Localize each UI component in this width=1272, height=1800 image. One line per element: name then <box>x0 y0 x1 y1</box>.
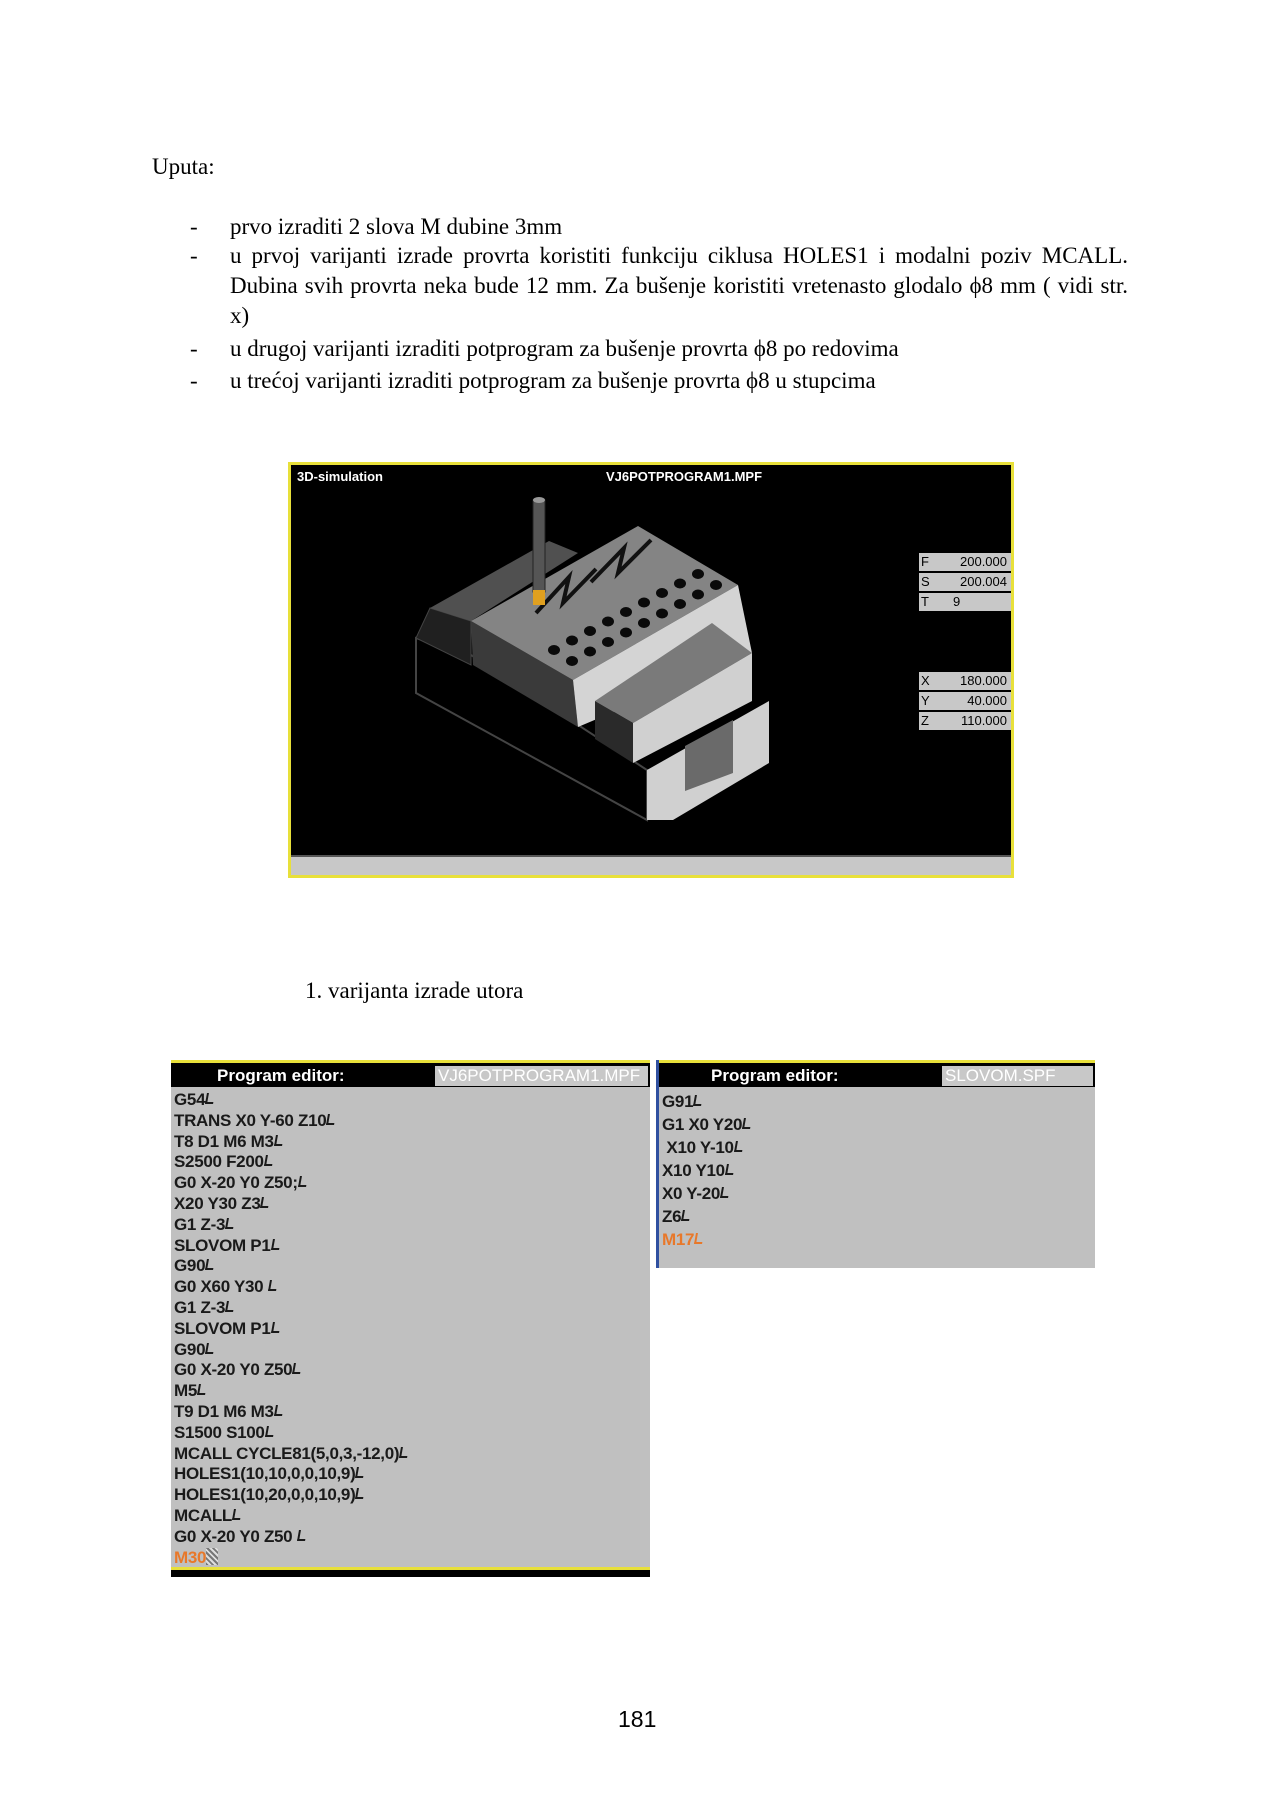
line-feed-icon <box>225 1218 235 1229</box>
readout-value: 110.000 <box>960 713 1007 728</box>
code-line-text: MCALL <box>174 1506 232 1525</box>
bullet-item <box>190 334 1128 364</box>
code-line-text: X0 Y-20 <box>662 1184 721 1203</box>
code-line-text: G1 Z-3 <box>174 1298 226 1317</box>
code-line[interactable] <box>174 1256 214 1276</box>
code-line[interactable] <box>174 1485 364 1505</box>
line-feed-icon <box>734 1141 744 1152</box>
code-line[interactable] <box>174 1194 269 1214</box>
line-feed-icon <box>225 1301 235 1312</box>
code-line[interactable] <box>174 1444 408 1464</box>
drilled-hole <box>620 628 632 638</box>
line-feed-icon <box>725 1164 735 1175</box>
line-feed-icon <box>274 1405 284 1416</box>
readout-key: Z <box>921 713 929 728</box>
readout-z <box>919 710 1011 730</box>
code-line-text: G90 <box>174 1256 206 1276</box>
code-line[interactable] <box>174 1090 214 1110</box>
bullet-text: prvo izraditi 2 slova M dubine 3mm <box>230 214 563 239</box>
code-line-text: G0 X-20 Y0 Z50; <box>174 1173 298 1193</box>
readout-value: 200.004 <box>960 574 1007 589</box>
line-feed-icon <box>298 1176 308 1187</box>
drilled-hole <box>566 636 578 646</box>
line-feed-icon <box>694 1233 704 1244</box>
editor-file-name: VJ6POTPROGRAM1.MPF <box>435 1066 648 1086</box>
tool-tip <box>533 590 545 605</box>
line-feed-icon <box>326 1114 336 1125</box>
line-feed-icon <box>274 1135 284 1146</box>
bullet-text: u prvoj varijanti izrade provrta koristiti funkciju ciklusa HOLES1 i modalni poziv MCALL. Dubina svih provrta neka bude 12 mm. Za bušenje koristiti vretenasto glodalo ϕ8 mm ( vidi str. x) <box>230 243 1128 328</box>
code-line[interactable] <box>174 1360 301 1380</box>
line-feed-icon <box>205 1093 215 1104</box>
readout-value: 200.000 <box>960 554 1007 569</box>
code-line[interactable] <box>174 1111 335 1131</box>
tool-top <box>533 497 545 503</box>
code-line-text: G0 X-20 Y0 Z50 <box>174 1360 293 1380</box>
code-line-text: G0 X-20 Y0 Z50 <box>174 1526 297 1546</box>
program-editor-sub[interactable] <box>656 1060 1095 1268</box>
bullet-text: u drugoj varijanti izraditi potprogram za bušenje provrta ϕ8 po redovima <box>230 336 899 361</box>
line-feed-icon <box>197 1384 207 1395</box>
editor-header <box>171 1060 650 1087</box>
code-line[interactable] <box>174 1464 364 1484</box>
tool-shank <box>533 500 545 592</box>
page-number: 181 <box>618 1706 657 1732</box>
code-line-text: TRANS X0 Y-60 Z10 <box>174 1110 327 1130</box>
code-line-text: X10 Y10 <box>662 1161 725 1180</box>
code-line-last[interactable] <box>174 1548 218 1568</box>
code-line[interactable] <box>662 1184 729 1204</box>
line-feed-icon <box>271 1322 281 1333</box>
code-line[interactable] <box>174 1132 283 1152</box>
code-line[interactable] <box>174 1277 277 1297</box>
line-feed-icon <box>265 1426 275 1437</box>
code-line-text: G54 <box>174 1090 206 1109</box>
code-line[interactable] <box>174 1381 206 1401</box>
code-line-text: T9 D1 M6 M3 <box>174 1402 274 1421</box>
bullet-dash: - <box>190 214 198 239</box>
readout-key: T <box>921 594 929 609</box>
code-line-text: S2500 F200 <box>174 1152 264 1172</box>
line-feed-icon <box>297 1530 307 1541</box>
code-line-text: T8 D1 M6 M3 <box>174 1131 274 1151</box>
vise-workpiece-render <box>291 465 1011 875</box>
readout-speed <box>919 571 1011 591</box>
readout-feed <box>919 551 1011 571</box>
drilled-hole <box>620 607 632 617</box>
bullet-text: u trećoj varijanti izraditi potprogram za bušenje provrta ϕ8 u stupcima <box>230 368 876 393</box>
drilled-hole <box>602 637 614 647</box>
code-line-text: G91 <box>662 1092 694 1111</box>
bullet-dash: - <box>190 243 198 268</box>
editor-label: Program editor: <box>711 1066 839 1085</box>
readout-value: 9 <box>953 594 961 609</box>
code-line[interactable] <box>174 1527 306 1547</box>
editor-label: Program editor: <box>217 1066 345 1085</box>
code-line-text: SLOVOM P1 <box>174 1235 271 1255</box>
drilled-hole <box>710 580 722 590</box>
drilled-hole <box>692 569 704 579</box>
line-feed-icon <box>693 1095 703 1106</box>
code-line[interactable] <box>174 1423 274 1443</box>
code-line-text: G1 Z-3 <box>174 1214 226 1234</box>
line-feed-icon <box>355 1467 365 1478</box>
code-line-text: HOLES1(10,20,0,0,10,9) <box>174 1485 356 1505</box>
code-line[interactable] <box>174 1506 241 1526</box>
line-feed-icon <box>720 1187 730 1198</box>
editor-file-name: SLOVOM.SPF <box>942 1066 1093 1086</box>
readout-key: F <box>921 554 929 569</box>
code-line[interactable] <box>662 1207 690 1227</box>
readout-x <box>919 670 1011 690</box>
editor-header <box>659 1060 1095 1087</box>
code-line-text: Z6 <box>662 1207 682 1226</box>
code-line[interactable] <box>662 1138 743 1158</box>
simulation-title: 3D-simulation <box>297 469 383 484</box>
code-line[interactable] <box>662 1161 734 1181</box>
editor-bottom-border <box>171 1567 650 1570</box>
code-line-text: SLOVOM P1 <box>174 1318 271 1338</box>
line-feed-icon <box>205 1259 215 1270</box>
line-feed-icon <box>205 1343 215 1354</box>
code-line-last[interactable] <box>662 1230 703 1250</box>
drilled-hole <box>674 579 686 589</box>
code-line[interactable] <box>174 1215 234 1235</box>
code-line-text: S1500 S100 <box>174 1422 265 1442</box>
drilled-hole <box>638 598 650 608</box>
drilled-hole <box>548 645 560 655</box>
code-line-text: MCALL CYCLE81(5,0,3,-12,0) <box>174 1443 400 1463</box>
code-line-text: HOLES1(10,10,0,0,10,9) <box>174 1464 356 1484</box>
code-line[interactable] <box>174 1319 280 1339</box>
simulation-window <box>288 462 1014 878</box>
code-line[interactable] <box>174 1298 234 1318</box>
bullet-dash: - <box>190 368 198 393</box>
drilled-hole <box>674 599 686 609</box>
program-editor-main[interactable] <box>171 1060 650 1577</box>
readout-key: X <box>921 673 930 688</box>
code-line-text: G1 X0 Y20 <box>662 1115 743 1134</box>
readout-key: S <box>921 574 930 589</box>
code-line-text: X20 Y30 Z3 <box>174 1194 261 1213</box>
code-line[interactable] <box>174 1340 214 1360</box>
line-feed-icon <box>264 1155 274 1166</box>
drilled-hole <box>692 590 704 600</box>
instructions-heading: Uputa: <box>152 154 215 179</box>
drilled-hole <box>656 588 668 598</box>
code-line-text: G0 X60 Y30 <box>174 1277 268 1297</box>
simulation-file: VJ6POTPROGRAM1.MPF <box>606 469 763 484</box>
line-feed-icon <box>399 1447 409 1458</box>
code-line-text: X10 Y-10 <box>662 1138 734 1157</box>
readout-key: Y <box>921 693 930 708</box>
line-feed-icon <box>271 1239 281 1250</box>
drilled-hole <box>584 647 596 657</box>
code-line[interactable] <box>174 1173 307 1193</box>
code-line[interactable] <box>174 1236 280 1256</box>
code-line-text: M30 <box>174 1547 207 1567</box>
readout-value: 180.000 <box>960 673 1007 688</box>
code-line[interactable] <box>174 1152 273 1172</box>
code-line-text: M5 <box>174 1381 198 1401</box>
readout-y <box>919 690 1011 710</box>
drilled-hole <box>602 617 614 627</box>
line-feed-icon <box>681 1210 691 1221</box>
drilled-hole <box>638 618 650 628</box>
line-feed-icon <box>232 1509 242 1520</box>
bullet-item <box>190 212 1128 242</box>
line-feed-icon <box>355 1488 365 1499</box>
line-feed-icon <box>292 1363 302 1374</box>
drilled-hole <box>656 609 668 619</box>
readout-value: 40.000 <box>967 693 1007 708</box>
code-line[interactable] <box>662 1092 702 1112</box>
code-line-text: G90 <box>174 1339 206 1359</box>
simulation-status-bar <box>291 855 1011 875</box>
code-line[interactable] <box>174 1402 283 1422</box>
line-feed-icon <box>742 1118 752 1129</box>
line-feed-icon <box>261 1197 271 1208</box>
bullet-dash: - <box>190 336 198 361</box>
text-cursor <box>206 1548 218 1565</box>
bullet-item <box>190 366 1128 396</box>
bullet-item <box>190 241 1128 331</box>
readout-tool <box>919 591 1011 611</box>
drilled-hole <box>566 656 578 666</box>
code-line[interactable] <box>662 1115 751 1135</box>
line-feed-icon <box>268 1280 278 1291</box>
code-line-text: M17 <box>662 1230 695 1249</box>
drilled-hole <box>584 626 596 636</box>
figure-caption: 1. varijanta izrade utora <box>305 978 524 1003</box>
